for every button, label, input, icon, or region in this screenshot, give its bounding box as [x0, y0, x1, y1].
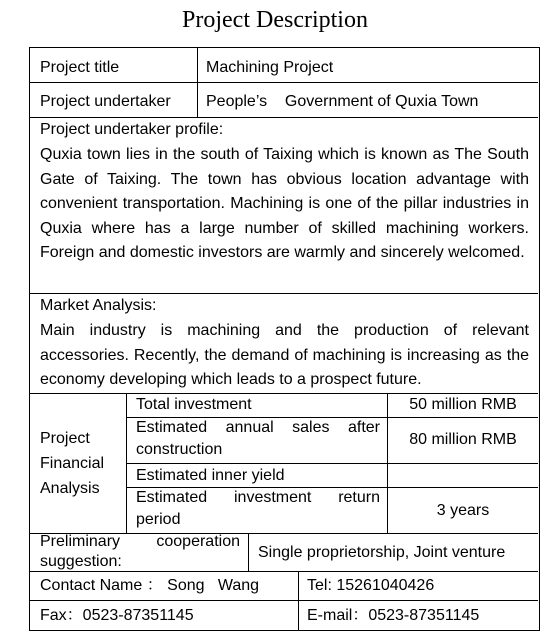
column-divider	[126, 393, 127, 533]
contact-tel: Tel: 15261040426	[307, 577, 435, 594]
financial-value: 80 million RMB	[409, 431, 517, 448]
project-undertaker-label: Project undertaker	[40, 93, 171, 110]
project-description-table	[29, 47, 540, 631]
project-title-value: Machining Project	[206, 59, 334, 76]
financial-label: Project Financial Analysis	[40, 430, 105, 497]
profile-heading: Project undertaker profile:	[40, 121, 224, 138]
financial-value: 3 years	[436, 502, 490, 519]
financial-item: Estimated annual sales after construction	[136, 419, 380, 458]
project-undertaker-value: People’s Government of Quxia Town	[206, 93, 479, 110]
column-divider	[298, 571, 299, 630]
contact-fax: Fax：0523-87351145	[40, 607, 194, 624]
column-divider	[197, 48, 198, 117]
row-divider	[30, 82, 538, 83]
contact-name: Contact Name ： Song Wang	[40, 577, 260, 594]
contact-email: E-mail：0523-87351145	[307, 607, 480, 624]
row-divider	[30, 600, 538, 601]
page-title: Project Description	[182, 7, 368, 33]
column-divider	[248, 533, 249, 571]
project-title-label: Project title	[40, 59, 120, 76]
financial-value: 50 million RMB	[409, 396, 517, 413]
cooperation-label: Preliminary cooperation suggestion:	[40, 533, 240, 570]
cooperation-value: Single proprietorship, Joint venture	[258, 544, 506, 561]
market-heading: Market Analysis:	[40, 297, 157, 314]
financial-item: Total investment	[136, 396, 252, 413]
financial-item: Estimated investment return period	[136, 489, 380, 528]
financial-item: Estimated inner yield	[136, 467, 285, 484]
market-text: Main industry is machining and the production of relevant accessories. Recently, the demand of machining is increasing as the economy developing which leads to a prospect future.	[40, 322, 529, 388]
profile-text: Quxia town lies in the south of Taixing which is known as The South Gate of Taixing. The town has obvious location advantage with convenient transportation. Machining is one of the pillar industries in Quxia where has a large number of skilled machining workers. Foreign and domestic investors are warmly and sincerely welcomed.	[40, 146, 529, 261]
